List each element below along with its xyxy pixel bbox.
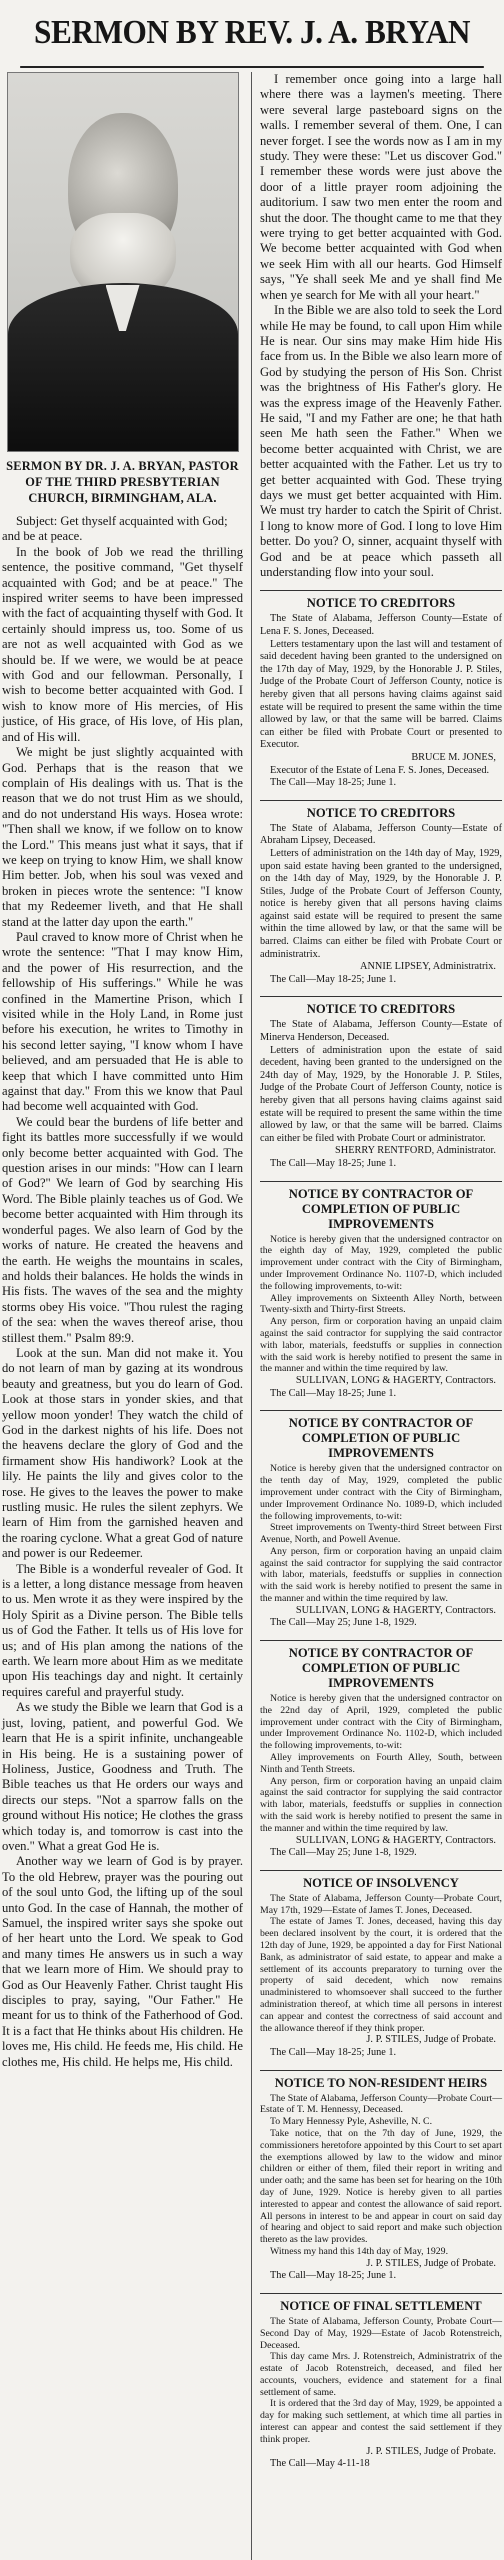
- sermon-paragraph: In the book of Job we read the thrilling sentence, the positive command, "Get thyself acquainted with God; and be at peace." The inspired writer seems to have been impressed with the fact of acquainting thyself with God. It certainly should impress us, too. Some of us are not as well acquainted with God as we should be. If we were, we would be at peace with God and our fellowman. Personally, I wish to become better acquainted with God. I wish to know more of His mercies, of His justice, of His grace, of His love, of His plan, and of His will.: [2, 544, 243, 744]
- notice-insolvency: [260, 1870, 502, 2060]
- notice-signature: J. P. STILES, Judge of Probate.: [366, 2257, 496, 2269]
- notice-title: NOTICE TO CREDITORS: [260, 800, 502, 821]
- notice-signature: SULLIVAN, LONG & HAGERTY, Contractors.: [295, 1834, 496, 1846]
- notice-text: Notice is hereby given that the undersigned contractor on the 22nd day of April, 1929, completed the public improvement under contract with the City of Birmingham, under Improvement Ordinance No. 1102-D, which included the following improvements, to-wit:: [260, 1693, 502, 1752]
- notice-text: The estate of James T. Jones, deceased, having this day been declared insolvent by the court, it is ordered that the 12th day of June, 1929, be appointed a day for First National Bank, as administrator of said estate, to appear and make a settlement of its accounts preparatory to turning over the property of said decedent, which now remains unadministered to whomsoever shall succeed to the further administration thereof, at which time all persons in interest can appear and contest the correctness of said account and the allowance thereof if they think proper.: [260, 1916, 502, 2034]
- notice-signature: BRUCE M. JONES,: [411, 751, 496, 763]
- notice-title: NOTICE OF FINAL SETTLEMENT: [260, 2293, 502, 2314]
- publication-line: The Call—May 18-25; June 1.: [270, 777, 397, 789]
- sermon-paragraph: I remember once going into a large hall where there was a laymen's meeting. There were several large pasteboard signs on the walls. I remember several of them. One, I can never forget. I see the words now as I am in my study. They were these: "Let us discover God." I remember these words were just above the door of a little prayer room adjoining the auditorium. I saw two men enter the room and shut the door. The thought came to me that they were trying to get better acquainted with God. We become better acquainted with God when we seek Him with all our hearts. God Himself says, "Ye shall seek Me and ye shall find Me when ye search for Me with all your heart.": [260, 72, 502, 302]
- sermon-paragraph: We could bear the burdens of life better and fight its battles more successfully if we would only become better acquainted with God. The question arises in our minds: "How can I learn of God?" We learn of God by searching His Word. The Bible plainly teaches us of God. We become better acquainted with Him through its wonderful pages. We also learn of God by the works of nature. He created the heavens and the earth. He weighs the mountains in scales, and holds their balances. He holds the winds in His fists. The waves of the sea and the mighty storms obey His voice. "Thou rulest the raging of the sea: when the waves thereof arise, thou stillest them." Psalm 89:9.: [2, 1114, 243, 1345]
- notice-text: The State of Alabama, Jefferson County—Estate of Abraham Lipsey, Deceased.: [260, 822, 502, 847]
- notice-text: The State of Alabama, Jefferson County, Probate Court—Second Day of May, 1929—Estate of Jacob Rotenstreich, Deceased.: [260, 2315, 502, 2351]
- notice-text: The State of Alabama, Jefferson County—Probate Court, May 17th, 1929—Estate of James T. Jones, Deceased.: [260, 1892, 502, 1916]
- notice-final-settlement: [260, 2293, 502, 2471]
- publication-line: The Call—May 25; June 1-8, 1929.: [270, 1847, 417, 1859]
- sermon-paragraph: In the Bible we are also told to seek the Lord while He may be found, to call upon Him while He is near. Our sins may make Him hide His face from us. In the Bible we also learn more of God by studying the person of His Son. Christ was the brightness of His Father's glory. He was the express image of the Heavenly Father. He said, "I and my Father are one; he that hath seen Me hath seen the Father." When we become better acquainted with Christ, we are better acquainted with the Father. Let us try to get better acquainted with God. These trying days we must get better acquainted with Him. We must try harder to catch the Spirit of Christ. I long to know more of God. I long to love Him better. Do you? O, sinner, acquaint thyself with God and be at peace which passeth all understanding flow into your soul.: [260, 303, 502, 579]
- notice-title: NOTICE BY CONTRACTOR OF COMPLETION OF PUBLIC IMPROVEMENTS: [260, 1181, 502, 1232]
- notice-signature: SULLIVAN, LONG & HAGERTY, Contractors.: [295, 1604, 496, 1616]
- sermon-paragraph: As we study the Bible we learn that God is a just, loving, patient, and powerful God. We learn that He is a spirit infinite, unchangeable in His being. He is a sustaining power of Holiness, Justice, Goodness and Truth. The Bible teaches us that He orders our ways and directs our steps. "Not a sparrow falls on the ground without His notice; He clothes the grass which today is, and tomorrow is cast into the oven." What a great God He is.: [2, 1700, 243, 1853]
- notice-title: NOTICE TO CREDITORS: [260, 996, 502, 1017]
- notice-contractor-3: [260, 1640, 502, 1860]
- notice-text: Executor of the Estate of Lena F. S. Jones, Deceased.: [270, 764, 490, 776]
- publication-line: The Call—May 18-25; June 1.: [270, 1157, 397, 1169]
- notice-text: It is ordered that the 3rd day of May, 1929, be appointed a day for making such settlement, at which time all parties in interest can appear and contest the said settlement if they think proper.: [260, 2398, 502, 2445]
- publication-line: The Call—May 18-25; June 1.: [270, 973, 397, 985]
- column-divider: [251, 72, 252, 2560]
- publication-line: The Call—May 25; June 1-8, 1929.: [270, 1617, 417, 1629]
- notice-non-resident-heirs: [260, 2070, 502, 2283]
- notice-signature: SHERRY RENTFORD, Administrator.: [335, 1145, 496, 1157]
- notice-text: Letters of administration upon the estate of said decedent, having been granted to the undersigned on the 24th day of May, 1929, by the Honorable J. P. Stiles, Judge of the Probate Court of Jefferson County, notice is hereby given that all persons having claims against said estate will be required to present the same within the time allowed by law, or that the same will be barred. Claims can either be filed with Probate Court or administrator.: [260, 1044, 502, 1144]
- notice-title: NOTICE TO NON-RESIDENT HEIRS: [260, 2070, 502, 2091]
- notice-title: NOTICE BY CONTRACTOR OF COMPLETION OF PUBLIC IMPROVEMENTS: [260, 1640, 502, 1691]
- sermon-subject: Subject: Get thyself acquainted with God; and be at peace.: [2, 514, 228, 544]
- notice-text: The State of Alabama, Jefferson County—Estate of Lena F. S. Jones, Deceased.: [260, 613, 502, 637]
- right-column: [260, 72, 502, 2473]
- notice-signature: J. P. STILES, Judge of Probate.: [366, 2034, 496, 2046]
- publication-line: The Call—May 18-25; June 1.: [270, 1387, 397, 1399]
- notice-text: To Mary Hennessy Pyle, Asheville, N. C.: [270, 2116, 433, 2128]
- sermon-paragraph: Paul craved to know more of Christ when he wrote the sentence: "That I may know Him, and the power of His resurrection, and the fellowship of His sufferings." While he was confined in the Mamertine Prison, which I visited while in the Holy Land, in Rome just before his execution, he writes to Timothy in his second letter saying, "I know whom I have believed, and am persuaded that He is able to keep that which I have committed unto Him against that day." From this we know that Paul had become well acquainted with God.: [2, 929, 243, 1114]
- notice-text: Letters testamentary upon the last will and testament of said decedent having been granted to the undersigned on the 17th day of May, 1929, by the Honorable J. P. Stiles, Judge of the Probate Court of Jefferson County, notice is hereby given that all persons having claims against said estate will be required to present the same within the time allowed by law, or that the same will be barred. Claims can either be filed with Probate Court or presented to Executor.: [260, 638, 502, 751]
- notice-creditors-jones: [260, 590, 502, 789]
- notice-text: Alley improvements on Fourth Alley, South, between Ninth and Tenth Streets.: [260, 1752, 502, 1775]
- sermon-left-column: [2, 72, 243, 2070]
- sermon-paragraph: Look at the sun. Man did not make it. You do not learn of man by gazing at its wondrous beauty and greatness, but you do learn of God. Look at those stars in yonder skies, and that yellow moon yonder! They watch the child of God in the darkest nights of his life. Does not the heavens declare the glory of God and the firmament show His handiwork? Look at the lily. He paints the lily and gives color to the rose. He gives to the leaves the power to make rustling music. He rules the silent zephyrs. We learn of Him from the garnished heaven and the roaring cyclone. What a great God of nature and power is our Redeemer.: [2, 1345, 243, 1561]
- sermon-paragraph: The Bible is a wonderful revealer of God. It is a letter, a long distance message from heaven to us. Men wrote it as they were inspired by the Holy Spirit as a Divine person. The Bible tells us of God the Father. It tells us of His love for us; and of His plan among the nations of the earth. We learn more about Him as we meditate upon His teachings day and night. It certainly requires careful and prayerful study.: [2, 1561, 243, 1699]
- publication-line: The Call—May 18-25; June 1.: [270, 2046, 397, 2058]
- notice-signature: SULLIVAN, LONG & HAGERTY, Contractors.: [295, 1375, 496, 1387]
- notice-text: Notice is hereby given that the undersigned contractor on the tenth day of May, 1929, completed the public improvement under contract with the City of Birmingham, under Improvement Ordinance No. 1089-D, which included the following improvements, to-wit:: [260, 1463, 502, 1522]
- portrait-photo: [7, 72, 239, 452]
- notice-text: Alley improvements on Sixteenth Alley North, between Twenty-sixth and Thirty-first Streets.: [260, 1292, 502, 1316]
- notice-creditors-lipsey: [260, 800, 502, 987]
- notice-contractor-1: [260, 1181, 502, 1401]
- notice-text: This day came Mrs. J. Rotenstreich, Administratrix of the estate of Jacob Rotenstreich, deceased, and filed her accounts, vouchers, evidence and statement for a final settlement of same.: [260, 2351, 502, 2398]
- notice-text: Witness my hand this 14th day of May, 1929.: [270, 2245, 449, 2257]
- headline: SERMON BY REV. J. A. BRYAN: [20, 0, 484, 68]
- sermon-paragraph: We might be just slightly acquainted with God. Perhaps that is the reason that we complain of His dealings with us. That is the reason that we do not trust Him as we should, and do not understand His ways. Hosea wrote: "Then shall we know, if we follow on to know the Lord." This means just what it says, that if we keep on trying to know Him, we shall know Him better. Job, when his soul was vexed and broken in pieces wrote the sentence: "I know that my Redeemer liveth, and that He shall stand at the latter day upon the earth.": [2, 745, 243, 929]
- notice-text: Any person, firm or corporation having an unpaid claim against the said contractor for supplying the said contractor with labor, materials, feedstuffs or supplies in connection with the said work is hereby notified to present the same in the manner and within the time required by law.: [260, 1316, 502, 1375]
- notice-title: NOTICE BY CONTRACTOR OF COMPLETION OF PUBLIC IMPROVEMENTS: [260, 1410, 502, 1461]
- publication-line: The Call—May 4-11-18: [270, 2458, 370, 2470]
- notice-text: Any person, firm or corporation having an unpaid claim against the said contractor for supplying the said contractor with labor, materials, feedstuffs or supplies in connection with the said work is hereby notified to present the same in the manner and within the time required by law.: [260, 1545, 502, 1605]
- notice-text: The State of Alabama, Jefferson County—Probate Court—Estate of T. M. Hennessy, Deceased.: [260, 2092, 502, 2116]
- notice-title: NOTICE TO CREDITORS: [260, 590, 502, 611]
- notice-title: NOTICE OF INSOLVENCY: [260, 1870, 502, 1891]
- publication-line: The Call—May 18-25; June 1.: [270, 2270, 397, 2282]
- notice-text: The State of Alabama, Jefferson County—Estate of Minerva Henderson, Deceased.: [260, 1019, 502, 1044]
- sermon-paragraph: Another way we learn of God is by prayer. To the old Hebrew, prayer was the pouring out of the soul unto God, the lifting up of the soul unto God. In the case of Hannah, the mother of Samuel, the inspired writer says she spoke out of her heart unto the Lord. We speak to God and many times He answers us in such a way that we learn more of Him. We should pray to God as Our Heavenly Father. Christ taught His disciples to pray, saying, "Our Father." He meant for us to think of the Fatherhood of God. It is a fact that He thinks about His children. He loves me, His child. He feeds me, His child. He clothes me, His child. He helps me, His child.: [2, 1854, 243, 2069]
- notice-text: Street improvements on Twenty-third Street between First Avenue, North, and Powell Avenue.: [260, 1522, 502, 1546]
- notice-contractor-2: [260, 1410, 502, 1630]
- notice-text: Notice is hereby given that the undersigned contractor on the eighth day of May, 1929, completed the public improvement under contract with the City of Birmingham, under Improvement Ordinance No. 1107-D, which included the following improvements, to-wit:: [260, 1233, 502, 1292]
- notice-text: Any person, firm or corporation having an unpaid claim against the said contractor for supplying the said contractor with labor, materials, feedstuffs or supplies in connection with the said work is hereby notified to present the same in the manner and within the time required by law.: [260, 1775, 502, 1834]
- notice-signature: ANNIE LIPSEY, Administratrix.: [360, 961, 496, 973]
- notice-text: Take notice, that on the 7th day of June, 1929, the commissioners heretofore appointed by this Court to set apart the exemptions allowed by law to the widow and minor children or either of them, filed their report in writing and under oath; and the same has been set for hearing on the 10th day of June, 1929. Notice is hereby given to all parties interested to appear and contest the allowance of said report. All persons in interest to be and appear in court on said day of hearing and object to said report and make such objection thereto as the law provides.: [260, 2127, 502, 2246]
- notice-text: Letters of administration on the 14th day of May, 1929, upon said estate having been granted to the undersigned, on the 14th day of May, 1929, by the Honorable J. P. Stiles, Judge of the Probate Court of Jefferson County, notice is hereby given that all persons having claims against said estate will be required to present the same within the time allowed by law, or that the same will be barred. Claims can either be filed with Probate Court or administratrix.: [260, 847, 502, 960]
- photo-caption: SERMON BY DR. J. A. BRYAN, PASTOR OF THE THIRD PRESBYTERIAN CHURCH, BIRMINGHAM, ALA.: [6, 459, 239, 505]
- notice-signature: J. P. STILES, Judge of Probate.: [366, 2445, 496, 2457]
- notice-creditors-henderson: [260, 996, 502, 1170]
